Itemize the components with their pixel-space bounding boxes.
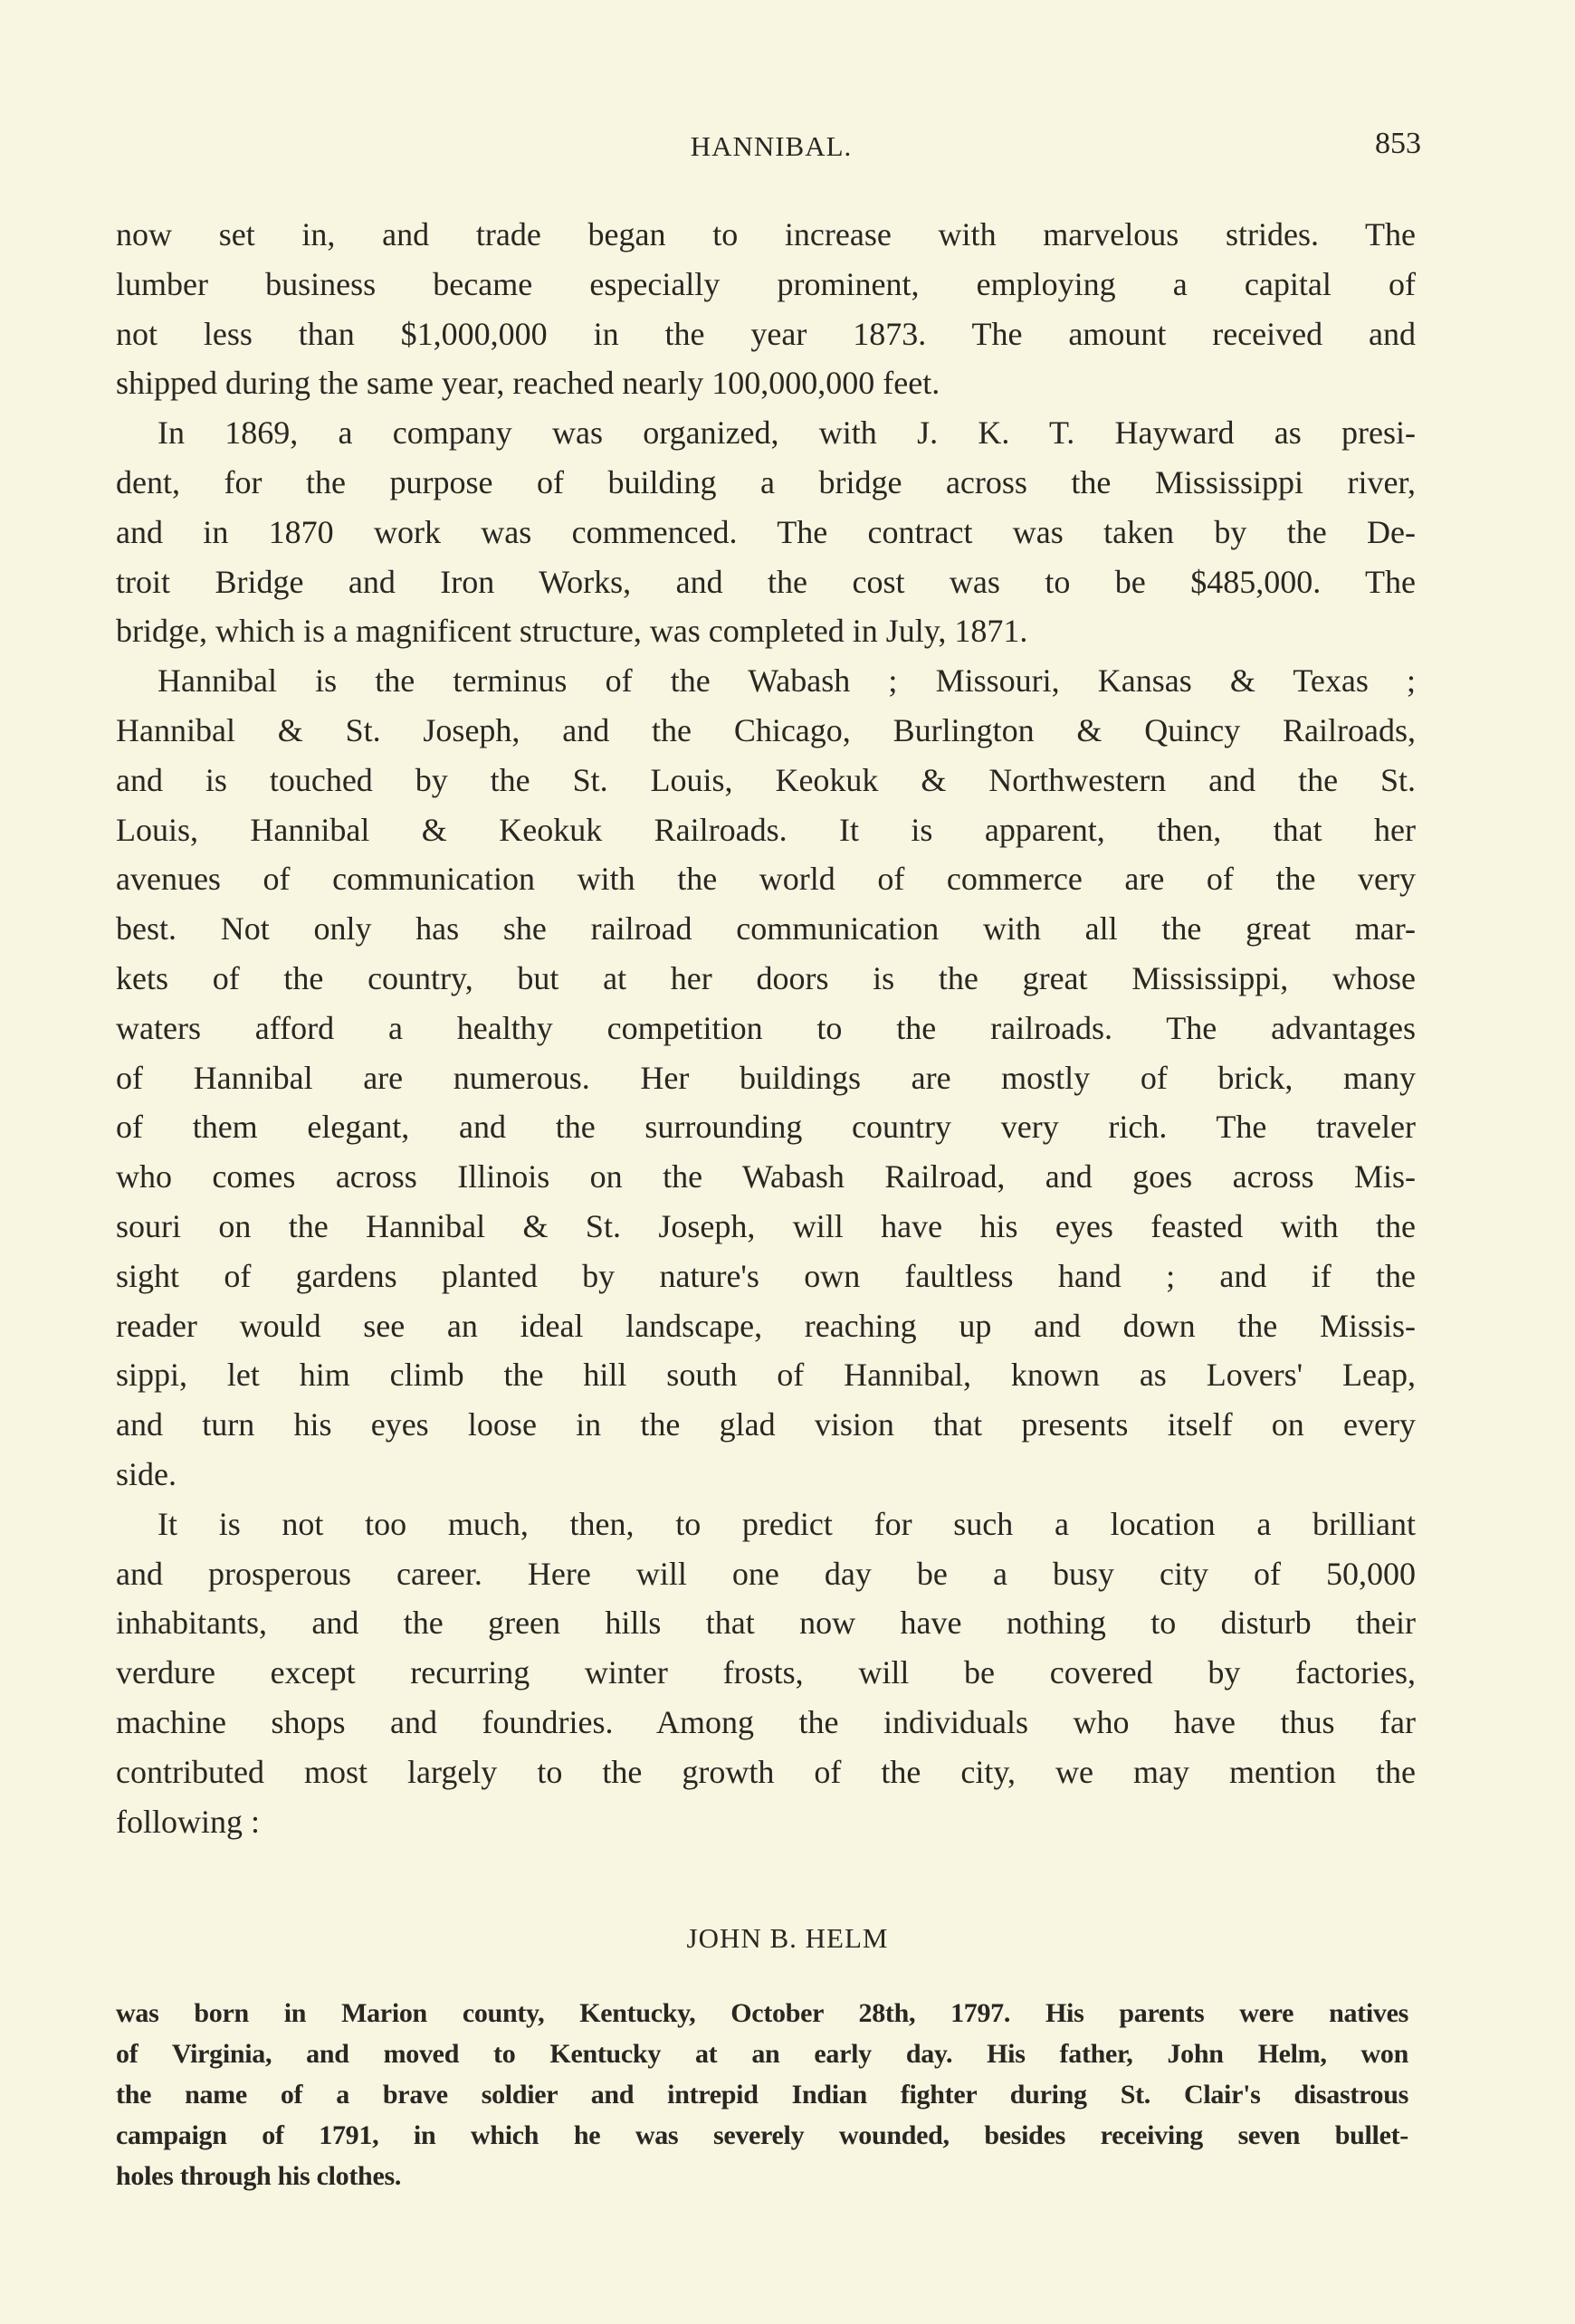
text-line: and prosperous career. Here will one day be a busy city of 50,000 bbox=[116, 1555, 1416, 1592]
text-line: kets of the country, but at her doors is the great Mississippi, whose bbox=[116, 959, 1416, 996]
text-line: machine shops and foundries. Among the individuals who have thus far bbox=[116, 1703, 1416, 1740]
text-line: following : bbox=[116, 1803, 260, 1840]
text-line: shipped during the same year, reached nearly 100,000,000 feet. bbox=[116, 365, 940, 402]
text-line: campaign of 1791, in which he was severely wounded, besides receiving seven bullet- bbox=[116, 2120, 1408, 2150]
text-line: In 1869, a company was organized, with J. K. T. Hayward as presi- bbox=[158, 414, 1416, 452]
text-line: avenues of communication with the world of commerce are of the very bbox=[116, 861, 1416, 898]
text-line: bridge, which is a magnificent structure, was completed in July, 1871. bbox=[116, 613, 1028, 650]
page-number: 853 bbox=[1375, 127, 1421, 160]
text-line: best. Not only has she railroad communication with all the great mar- bbox=[116, 910, 1416, 948]
text-line: dent, for the purpose of building a bridge across the Mississippi river, bbox=[116, 463, 1416, 500]
text-line: holes through his clothes. bbox=[116, 2161, 402, 2191]
text-line: of Hannibal are numerous. Her buildings are mostly of brick, many bbox=[116, 1059, 1416, 1096]
text-line: now set in, and trade began to increase with marvelous strides. The bbox=[116, 216, 1416, 252]
text-line: Hannibal & St. Joseph, and the Chicago, Burlington & Quincy Railroads, bbox=[116, 711, 1416, 748]
text-line: of Virginia, and moved to Kentucky at an early day. His father, John Helm, won bbox=[116, 2039, 1408, 2069]
text-line: was born in Marion county, Kentucky, October 28th, 1797. His parents were natives bbox=[116, 1998, 1408, 2028]
text-line: of them elegant, and the surrounding country very rich. The traveler bbox=[116, 1109, 1416, 1146]
text-line: verdure except recurring winter frosts, will be covered by factories, bbox=[116, 1654, 1416, 1691]
text-line: It is not too much, then, to predict for such a location a brilliant bbox=[158, 1505, 1416, 1542]
text-line: not less than $1,000,000 in the year 1873. The amount received and bbox=[116, 315, 1416, 352]
text-line: troit Bridge and Iron Works, and the cost was to be $485,000. The bbox=[116, 563, 1416, 600]
text-line: reader would see an ideal landscape, reaching up and down the Missis- bbox=[116, 1307, 1416, 1344]
text-line: Hannibal is the terminus of the Wabash ; Missouri, Kansas & Texas ; bbox=[158, 662, 1416, 700]
text-line: who comes across Illinois on the Wabash Railroad, and goes across Mis- bbox=[116, 1158, 1416, 1195]
biography-paragraph bbox=[116, 1993, 1408, 2196]
text-line: souri on the Hannibal & St. Joseph, will have his eyes feasted with the bbox=[116, 1207, 1416, 1244]
text-line: Louis, Hannibal & Keokuk Railroads. It is apparent, then, that her bbox=[116, 811, 1416, 848]
text-line: and in 1870 work was commenced. The contract was taken by the De- bbox=[116, 513, 1416, 550]
running-head-title: HANNIBAL. bbox=[690, 130, 853, 162]
text-line: sight of gardens planted by nature's own faultless hand ; and if the bbox=[116, 1257, 1416, 1294]
text-line: inhabitants, and the green hills that now have nothing to disturb their bbox=[116, 1605, 1416, 1642]
text-line: waters afford a healthy competition to the railroads. The advantages bbox=[116, 1009, 1416, 1046]
body-text bbox=[116, 210, 1416, 1846]
text-line: and is touched by the St. Louis, Keokuk & Northwestern and the St. bbox=[116, 761, 1416, 798]
section-title: JOHN B. HELM bbox=[686, 1922, 889, 1954]
text-line: sippi, let him climb the hill south of Hannibal, known as Lovers' Leap, bbox=[116, 1357, 1416, 1394]
text-line: lumber business became especially prominent, employing a capital of bbox=[116, 265, 1416, 302]
running-head bbox=[0, 127, 1575, 172]
text-line: side. bbox=[116, 1455, 177, 1492]
text-line: contributed most largely to the growth of the city, we may mention the bbox=[116, 1753, 1416, 1790]
text-line: and turn his eyes loose in the glad vision that presents itself on every bbox=[116, 1406, 1416, 1443]
text-line: the name of a brave soldier and intrepid Indian fighter during St. Clair's disastrous bbox=[116, 2080, 1408, 2110]
